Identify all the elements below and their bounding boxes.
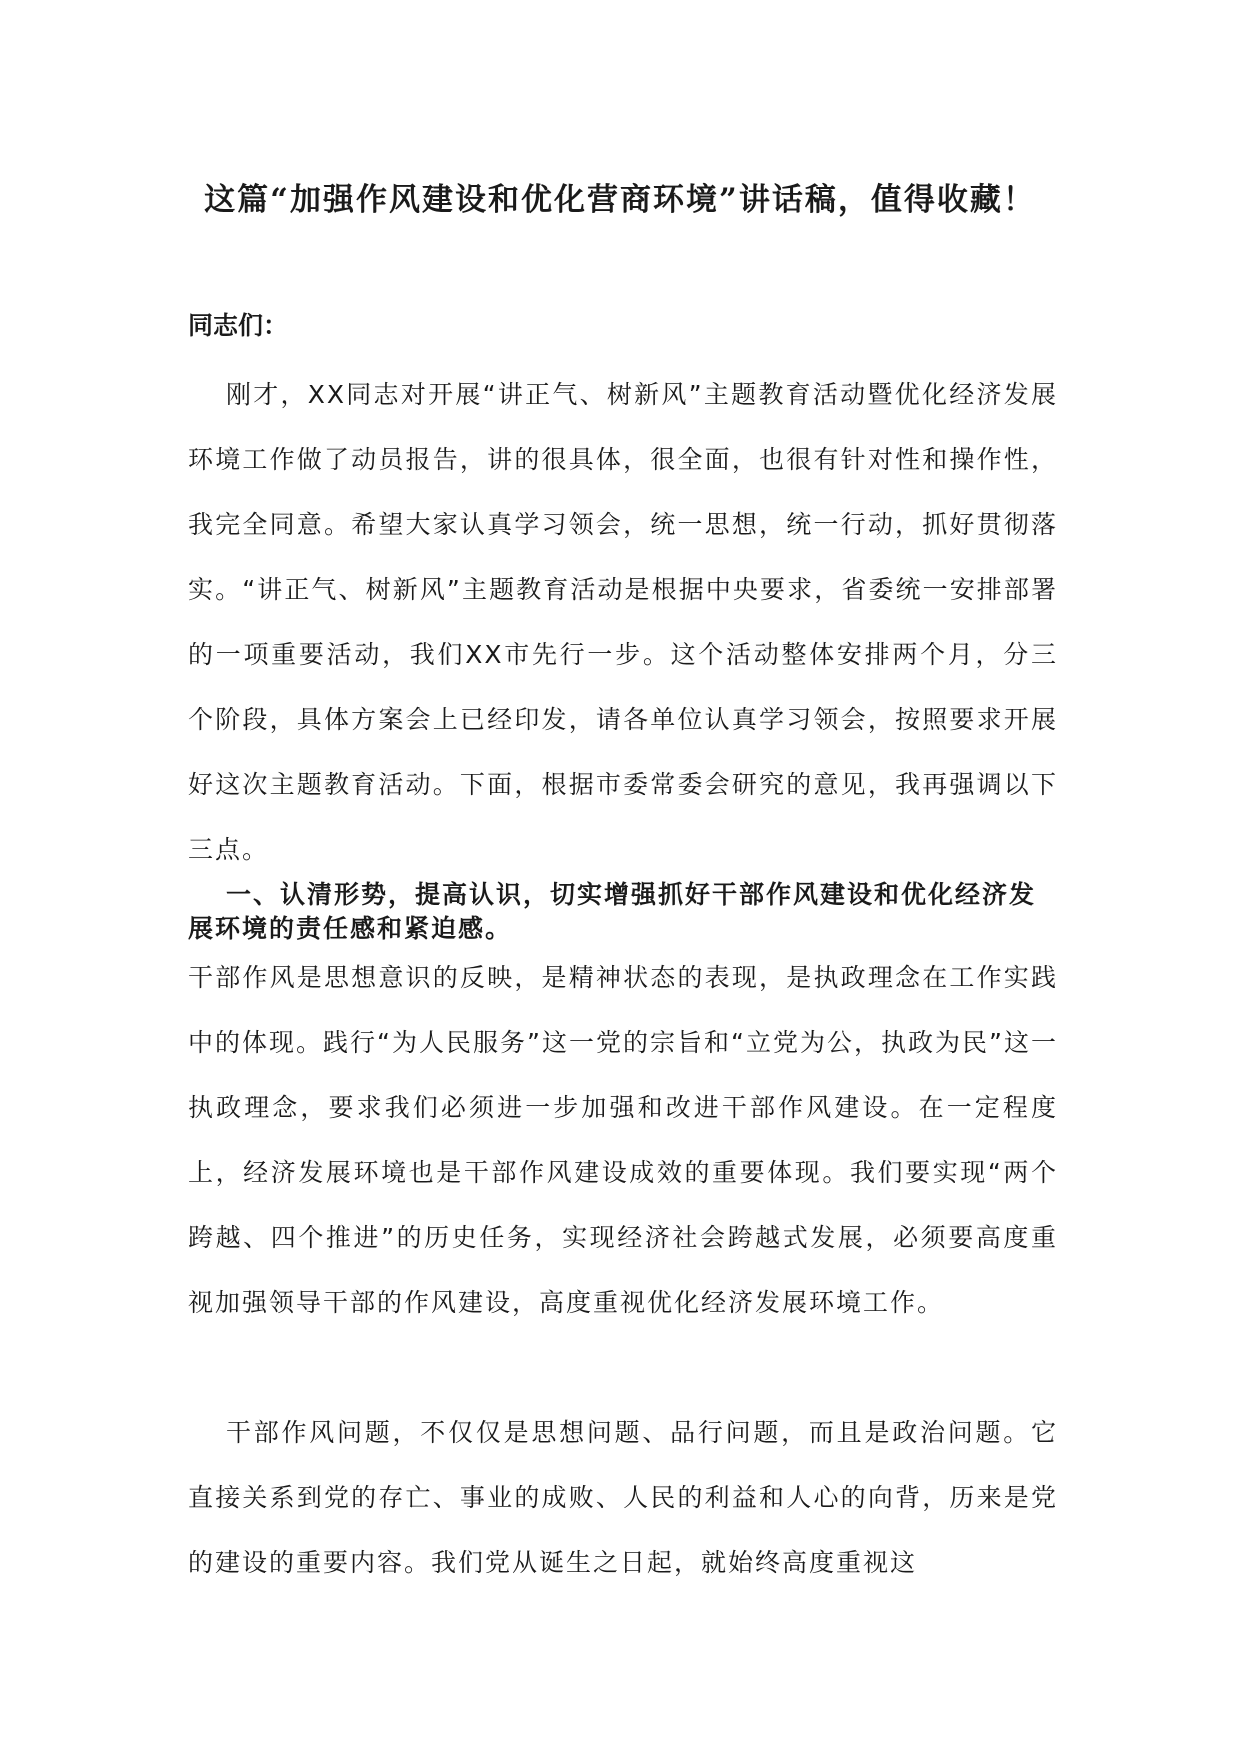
section-heading-1: 一、认清形势，提高认识，切实增强抓好干部作风建设和优化经济发展环境的责任感和紧迫感。 (188, 880, 1037, 943)
paragraph-cadre-style: 干部作风是思想意识的反映，是精神状态的表现，是执政理念在工作实践中的体现。践行“为人民服务”这一党的宗旨和“立党为公，执政为民”这一执政理念，要求我们必须进一步加强和改进干部作风建设。在一定程度上，经济发展环境也是干部作风建设成效的重要体现。我们要实现“两个跨越、四个推进”的历史任务，实现经济社会跨越式发展，必须要高度重视加强领导干部的作风建设，高度重视优化经济发展环境工作。 (188, 963, 1058, 1317)
paragraph-cadre-issue: 干部作风问题，不仅仅是思想问题、品行问题，而且是政治问题。它直接关系到党的存亡、事业的成败、人民的利益和人心的向背，历来是党的建设的重要内容。我们党从诞生之日起，就始终高度重视这 (188, 1418, 1058, 1577)
document-title: 这篇“加强作风建设和优化营商环境”讲话稿，值得收藏！ (204, 182, 1036, 218)
salutation: 同志们： (188, 311, 289, 340)
paragraph-intro: 刚才，XX同志对开展“讲正气、树新风”主题教育活动暨优化经济发展环境工作做了动员报告，讲的很具体，很全面，也很有针对性和操作性，我完全同意。希望大家认真学习领会，统一思想，统一行动，抓好贯彻落实。“讲正气、树新风”主题教育活动是根据中央要求，省委统一安排部署的一项重要活动，我们XX市先行一步。这个活动整体安排两个月，分三个阶段，具体方案会上已经印发，请各单位认真学习领会，按照要求开展好这次主题教育活动。下面，根据市委常委会研究的意见，我再强调以下三点。 (188, 380, 1058, 864)
